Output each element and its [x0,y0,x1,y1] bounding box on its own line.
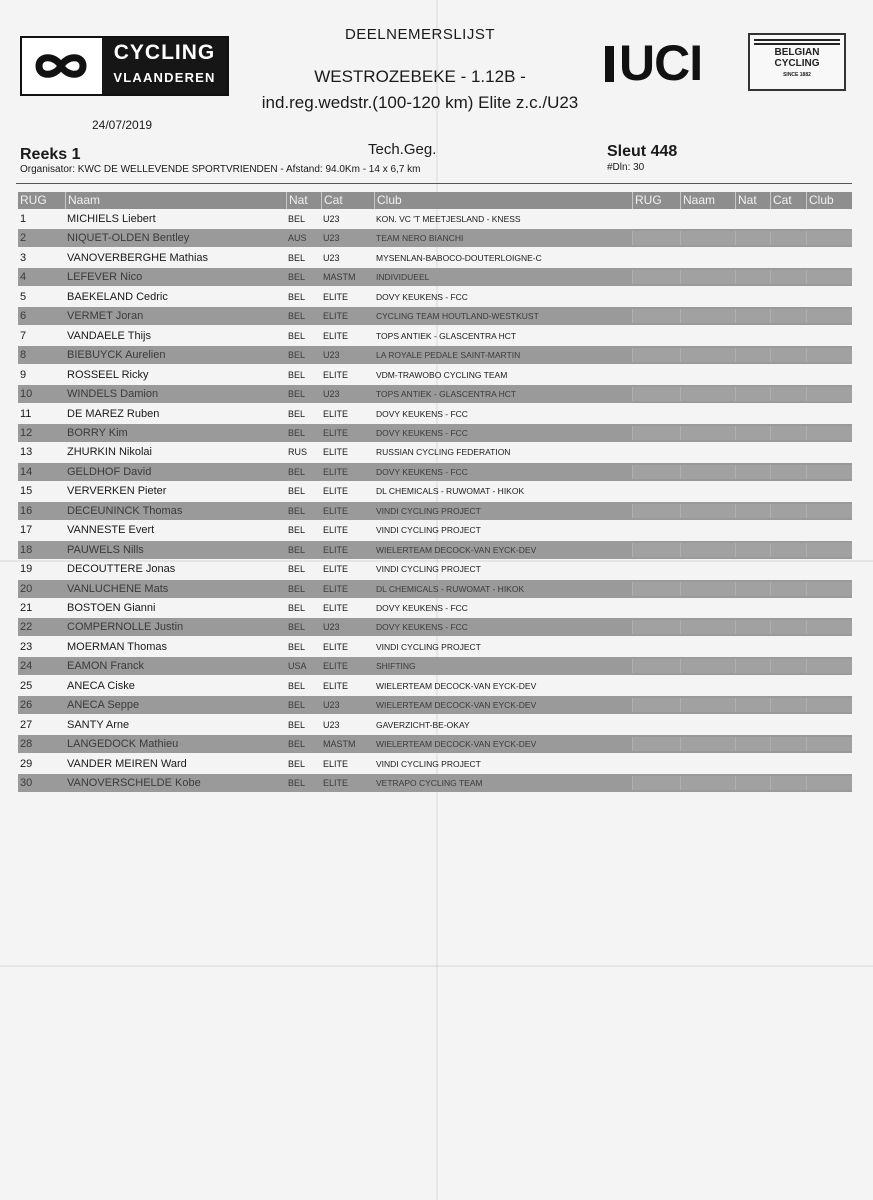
cell-naam: DECEUNINCK Thomas [67,504,183,517]
cell-club: DOVY KEUKENS - FCC [376,622,468,633]
table-row [18,385,852,403]
cell-club: WIELERTEAM DECOCK-VAN EYCK-DEV [376,739,537,750]
cell-cat: U23 [323,350,340,361]
table-row [18,502,852,520]
cell-cat: ELITE [323,641,349,652]
table-row [18,599,852,617]
belgian-logo-line2: CYCLING [774,58,820,69]
cell-rug: 22 [20,621,33,634]
cell-rug: 15 [20,485,33,498]
cell-rug: 8 [20,349,27,362]
empty-cell [680,348,736,362]
cell-nat: BEL [288,272,306,283]
cell-rug: 17 [20,524,33,537]
column-header-club: Club [374,192,632,209]
empty-cell [680,737,736,751]
cell-cat: ELITE [323,680,349,691]
table-row [18,443,852,461]
empty-cell [632,620,681,634]
cell-naam: COMPERNOLLE Justin [67,621,184,634]
table-row [18,210,852,228]
cell-nat: BEL [288,622,306,633]
cell-nat: BEL [288,505,306,516]
cell-naam: BAEKELAND Cedric [67,290,168,303]
cell-club: DOVY KEUKENS - FCC [376,291,468,302]
cell-rug: 27 [20,718,33,731]
cell-naam: MOERMAN Thomas [67,640,168,653]
column-header-nat: Nat [286,192,321,209]
empty-cell [806,426,853,440]
empty-cell [735,620,771,634]
logo-text-vlaanderen: VLAANDEREN [113,70,216,85]
empty-cell [770,659,807,673]
empty-cell [735,348,771,362]
table-row [18,541,852,559]
cell-club: VINDI CYCLING PROJECT [376,505,481,516]
cell-club: TEAM NERO BIANCHI [376,233,464,244]
cell-nat: BEL [288,603,306,613]
cell-naam: VANNESTE Evert [67,524,155,537]
race-name: WESTROZEBEKE - 1.12B - [314,67,526,86]
empty-cell [680,582,736,596]
empty-cell [632,309,681,323]
empty-cell [632,348,681,362]
table-row [18,716,852,734]
cell-naam: PAUWELS Nills [67,543,144,556]
cell-cat: ELITE [323,291,349,302]
cell-nat: BEL [288,311,306,322]
empty-cell [770,582,807,596]
table-row [18,307,852,325]
empty-cell [806,465,853,479]
cell-nat: BEL [288,700,306,711]
cell-club: VETRAPO CYCLING TEAM [376,778,483,789]
cell-nat: BEL [288,525,306,536]
cell-cat: ELITE [323,408,349,419]
cell-naam: VANDER MEIREN Ward [67,757,187,770]
column-header-rug: RUG [20,193,47,207]
cell-club: VINDI CYCLING PROJECT [376,758,481,769]
race-date: 24/07/2019 [92,118,153,132]
table-row [18,560,852,578]
cell-rug: 4 [20,271,27,284]
empty-cell [806,582,853,596]
empty-cell [680,231,736,245]
empty-cell [806,231,853,245]
cell-nat: BEL [288,291,306,302]
column-header-rug-2: RUG [632,192,680,209]
cell-naam: ANECA Seppe [67,699,140,712]
empty-cell [770,231,807,245]
cell-club: DOVY KEUKENS - FCC [376,427,468,438]
empty-cell [770,620,807,634]
cell-cat: ELITE [323,603,349,613]
empty-cell [735,582,771,596]
empty-cell [680,465,736,479]
cell-rug: 29 [20,757,33,770]
cell-nat: BEL [288,719,306,730]
cell-naam: WINDELS Damion [67,388,159,401]
cell-nat: USA [288,661,307,672]
table-row [18,735,852,753]
empty-cell [680,620,736,634]
cell-rug: 13 [20,446,33,459]
table-row [18,774,852,792]
cell-naam: BORRY Kim [67,426,128,439]
cell-naam: BOSTOEN Gianni [67,602,156,614]
cell-nat: BEL [288,564,306,575]
empty-cell [735,270,771,284]
cell-cat: U23 [323,252,340,263]
empty-cell [680,659,736,673]
cell-rug: 16 [20,504,33,517]
empty-cell [806,776,853,790]
empty-cell [735,504,771,518]
empty-cell [770,698,807,712]
cell-nat: BEL [288,680,306,691]
cell-club: WIELERTEAM DECOCK-VAN EYCK-DEV [376,544,537,555]
table-row [18,677,852,695]
empty-cell [632,776,681,790]
empty-cell [735,465,771,479]
empty-cell [806,387,853,401]
cell-club: DOVY KEUKENS - FCC [376,603,468,613]
cell-naam: VERMET Joran [67,310,144,323]
belgian-cycling-logo [748,33,846,91]
empty-cell [806,543,853,557]
empty-cell [632,465,681,479]
cell-nat: BEL [288,583,306,594]
series-label: Reeks 1 [20,146,81,163]
table-row [18,521,852,539]
cell-nat: BEL [288,252,306,263]
empty-cell [770,504,807,518]
infinity-icon [22,38,100,94]
cell-nat: BEL [288,641,306,652]
cell-rug: 6 [20,310,27,323]
cell-club: VINDI CYCLING PROJECT [376,564,481,575]
table-header [18,192,852,209]
cell-nat: BEL [288,330,306,341]
cell-naam: SANTY Arne [67,718,130,731]
belgian-logo-line1: BELGIAN [774,47,820,58]
empty-cell [632,582,681,596]
empty-cell [735,387,771,401]
cell-cat: U23 [323,719,340,730]
empty-cell [806,737,853,751]
cell-cat: MASTM [323,739,356,750]
cell-cat: ELITE [323,486,349,497]
uci-logo-text: UCI [619,35,703,91]
cell-club: DL CHEMICALS - RUWOMAT - HIKOK [376,486,525,497]
table-row [18,638,852,656]
cell-naam: NIQUET-OLDEN Bentley [67,232,190,245]
cell-rug: 12 [20,426,33,439]
cell-nat: BEL [288,466,306,477]
cell-cat: ELITE [323,311,349,322]
cell-rug: 11 [20,407,32,420]
table-row [18,366,852,384]
table-row [18,405,852,423]
table-row [18,249,852,267]
empty-cell [680,270,736,284]
cell-nat: BEL [288,389,306,400]
empty-cell [632,659,681,673]
empty-cell [632,387,681,401]
cell-club: DOVY KEUKENS - FCC [376,466,468,477]
cell-rug: 1 [20,213,27,225]
cell-naam: VERVERKEN Pieter [67,485,167,498]
empty-cell [680,309,736,323]
organizer-line: Organisator: KWC DE WELLEVENDE SPORTVRIENDEN - Afstand: 94.0Km - 14 x 6,7 km [20,164,421,175]
column-header-club-2: Club [806,192,852,209]
cell-club: INDIVIDUEEL [376,272,430,283]
cell-club: RUSSIAN CYCLING FEDERATION [376,447,511,458]
cell-naam: VANLUCHENE Mats [67,582,169,595]
cell-rug: 7 [20,329,27,342]
cell-cat: ELITE [323,778,349,789]
cell-cat: ELITE [323,466,349,477]
cell-rug: 20 [20,582,33,595]
cell-cat: ELITE [323,505,349,516]
cell-rug: 24 [20,660,33,673]
race-category: ind.reg.wedstr.(100-120 km) Elite z.c./U23 [261,93,579,112]
cell-naam: BIEBUYCK Aurelien [67,349,166,362]
cell-cat: ELITE [323,330,349,341]
table-row [18,268,852,286]
cell-cat: ELITE [323,564,349,575]
column-header-naam: Naam [65,192,286,209]
cell-club: GAVERZICHT-BE-OKAY [376,719,470,730]
cell-rug: 9 [20,368,27,381]
empty-cell [770,465,807,479]
cell-nat: BEL [288,758,306,769]
cell-cat: ELITE [323,544,349,555]
cell-naam: GELDHOF David [67,465,152,478]
cell-naam: ANECA Ciske [67,679,135,692]
empty-cell [735,231,771,245]
cell-nat: BEL [288,778,306,789]
empty-cell [770,737,807,751]
table-row [18,463,852,481]
cell-club: DOVY KEUKENS - FCC [376,408,468,419]
cell-cat: ELITE [323,758,349,769]
cell-rug: 18 [20,543,33,556]
cell-naam: DE MAREZ Ruben [67,407,160,420]
table-row [18,327,852,345]
cell-nat: BEL [288,739,306,750]
cell-rug: 30 [20,777,33,790]
empty-cell [680,776,736,790]
cell-cat: U23 [323,389,340,400]
table-row [18,482,852,500]
empty-cell [735,776,771,790]
cell-rug: 25 [20,679,33,692]
cell-cat: ELITE [323,661,349,672]
cell-nat: BEL [288,544,306,555]
cell-naam: LEFEVER Nico [67,271,143,284]
cell-club: DL CHEMICALS - RUWOMAT - HIKOK [376,583,525,594]
divider [16,183,852,184]
cell-cat: U23 [323,622,340,633]
empty-cell [770,270,807,284]
empty-cell [770,426,807,440]
tech-label: Tech.Geg. [368,141,437,158]
cell-naam: ZHURKIN Nikolai [67,446,152,459]
cell-club: CYCLING TEAM HOUTLAND-WESTKUST [376,311,539,322]
column-header-naam-2: Naam [680,192,735,209]
table-row [18,580,852,598]
empty-cell [770,309,807,323]
empty-cell [806,270,853,284]
cell-naam: ROSSEEL Ricky [67,368,149,381]
table-row [18,229,852,247]
empty-cell [735,737,771,751]
empty-cell [680,387,736,401]
cell-rug: 14 [20,465,33,478]
cell-naam: EAMON Franck [67,660,145,673]
cell-rug: 5 [20,290,27,303]
logo-text-cycling: CYCLING [113,41,216,64]
empty-cell [806,659,853,673]
cell-nat: RUS [288,447,308,458]
empty-cell [735,659,771,673]
cell-rug: 10 [20,388,33,401]
cell-naam: DECOUTTERE Jonas [67,563,176,576]
cell-nat: BEL [288,427,306,438]
belgian-logo-line3: SINCE 1882 [783,72,811,78]
empty-cell [806,504,853,518]
cell-naam: VANOVERSCHELDE Kobe [67,777,201,790]
participant-count: #Dln: 30 [607,162,645,173]
empty-cell [735,309,771,323]
empty-cell [680,504,736,518]
empty-cell [632,231,681,245]
cell-rug: 21 [20,602,33,614]
column-header-cat: Cat [321,192,374,209]
empty-cell [770,543,807,557]
empty-cell [632,270,681,284]
empty-cell [735,543,771,557]
cell-nat: AUS [288,233,307,244]
table-row [18,755,852,773]
empty-cell [680,698,736,712]
empty-cell [632,504,681,518]
empty-cell [632,426,681,440]
cell-nat: BEL [288,369,306,380]
empty-cell [680,543,736,557]
empty-cell [806,698,853,712]
key-label: Sleut 448 [607,143,678,160]
table-row [18,424,852,442]
table-row [18,288,852,306]
cell-club: VDM-TRAWOBO CYCLING TEAM [376,369,508,380]
cell-cat: MASTM [323,272,356,283]
cell-naam: MICHIELS Liebert [67,213,156,225]
table-row [18,657,852,675]
cell-cat: U23 [323,214,340,224]
cell-club: WIELERTEAM DECOCK-VAN EYCK-DEV [376,680,537,691]
cell-club: VINDI CYCLING PROJECT [376,525,481,536]
empty-cell [735,698,771,712]
cell-club: SHIFTING [376,661,416,672]
column-header-nat-2: Nat [735,192,770,209]
cell-nat: BEL [288,350,306,361]
cell-club: KON. VC 'T MEETJESLAND - KNESS [376,214,521,224]
cell-cat: U23 [323,233,340,244]
cell-cat: ELITE [323,525,349,536]
empty-cell [735,426,771,440]
empty-cell [806,348,853,362]
empty-cell [806,309,853,323]
cell-nat: BEL [288,486,306,497]
empty-cell [632,698,681,712]
cell-rug: 19 [20,563,33,576]
cell-cat: ELITE [323,369,349,380]
empty-cell [632,543,681,557]
empty-cell [770,348,807,362]
empty-cell [770,776,807,790]
column-header-cat-2: Cat [770,192,806,209]
empty-cell [806,620,853,634]
empty-cell [632,737,681,751]
cell-naam: VANDAELE Thijs [67,329,151,342]
cell-naam: LANGEDOCK Mathieu [67,738,179,751]
cell-rug: 2 [20,232,27,245]
table-row [18,618,852,636]
cell-club: TOPS ANTIEK - GLASCENTRA HCT [376,389,517,400]
cell-club: LA ROYALE PEDALE SAINT-MARTIN [376,350,521,361]
table-row [18,696,852,714]
cell-club: VINDI CYCLING PROJECT [376,641,481,652]
cell-club: MYSENLAN-BABOCO-DOUTERLOIGNE-C [376,252,542,263]
document-title: DEELNEMERSLIJST [344,26,496,43]
cell-cat: U23 [323,700,340,711]
cell-rug: 26 [20,699,33,712]
uci-logo [605,35,737,91]
cell-club: WIELERTEAM DECOCK-VAN EYCK-DEV [376,700,537,711]
cell-cat: ELITE [323,427,349,438]
cycling-vlaanderen-logo [20,36,229,96]
cell-club: TOPS ANTIEK - GLASCENTRA HCT [376,330,517,341]
cell-rug: 28 [20,738,33,751]
cell-cat: ELITE [323,583,349,594]
empty-cell [770,387,807,401]
cell-nat: BEL [288,408,306,419]
cell-rug: 3 [20,251,27,264]
cell-cat: ELITE [323,447,349,458]
cell-naam: VANOVERBERGHE Mathias [67,251,209,264]
table-row [18,346,852,364]
cell-rug: 23 [20,640,33,653]
empty-cell [680,426,736,440]
cell-nat: BEL [288,214,306,224]
